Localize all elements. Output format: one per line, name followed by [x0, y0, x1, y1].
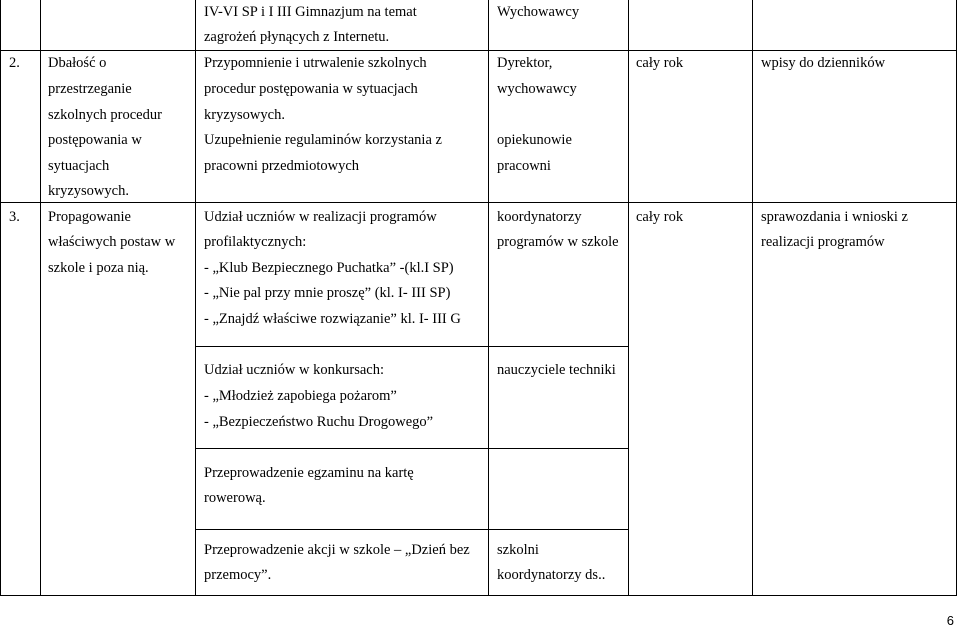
cell-text: - „Znajdź właściwe rozwiązanie” kl. I- III G [204, 311, 461, 327]
cell-text: - „Klub Bezpiecznego Puchatka” -(kl.I SP) [204, 260, 454, 276]
column-divider [40, 0, 41, 596]
cell-text: przemocy”. [204, 567, 272, 583]
cell-text: wychowawcy [497, 81, 577, 97]
cell-text: rowerową. [204, 490, 266, 506]
cell-text: Przeprowadzenie egzaminu na kartę [204, 465, 414, 481]
table-border-left [0, 0, 1, 596]
cell-text: szkolni [497, 542, 539, 558]
cell-text: koordynatorzy ds.. [497, 567, 606, 583]
cell-text: Przeprowadzenie akcji w szkole – „Dzień bez [204, 542, 470, 558]
page-number: 6 [946, 613, 954, 628]
cell-text: Przypomnienie i utrwalenie szkolnych [204, 55, 427, 71]
cell-text: postępowania w [48, 132, 142, 148]
row-divider [195, 448, 629, 449]
cell-text: - „Nie pal przy mnie proszę” (kl. I- III SP) [204, 285, 451, 301]
cell-text: cały rok [636, 209, 684, 225]
cell-text: programów w szkole [497, 234, 619, 250]
cell-text: Uzupełnienie regulaminów korzystania z [204, 132, 442, 148]
cell-text: - „Młodzież zapobiega pożarom” [204, 388, 397, 404]
cell-text: realizacji programów [761, 234, 885, 250]
row-divider [0, 202, 957, 203]
column-divider [195, 0, 196, 596]
row-divider [195, 346, 629, 347]
cell-text: sprawozdania i wnioski z [761, 209, 908, 225]
row-divider [0, 50, 957, 51]
cell-text: pracowni przedmiotowych [204, 158, 360, 174]
cell-text: Udział uczniów w realizacji programów [204, 209, 437, 225]
cell-text: koordynatorzy [497, 209, 582, 225]
cell-text: przestrzeganie [48, 81, 132, 97]
cell-text: sytuacjach [48, 158, 110, 174]
cell-text: kryzysowych. [48, 183, 129, 199]
cell-text: właściwych postaw w [48, 234, 176, 250]
cell-text: profilaktycznych: [204, 234, 307, 250]
cell-text: pracowni [497, 158, 551, 174]
cell-text: kryzysowych. [204, 107, 285, 123]
cell-text: Udział uczniów w konkursach: [204, 362, 384, 378]
table-border-right [956, 0, 957, 596]
cell-text: Wychowawcy [497, 4, 580, 20]
row-number: 2. [9, 55, 20, 71]
cell-text: Propagowanie [48, 209, 131, 225]
row-number: 3. [9, 209, 20, 225]
cell-text: procedur postępowania w sytuacjach [204, 81, 418, 97]
column-divider [628, 0, 629, 596]
table-border-bottom [0, 595, 957, 596]
cell-text: cały rok [636, 55, 684, 71]
cell-text: szkolnych procedur [48, 107, 162, 123]
cell-text: zagrożeń płynących z Internetu. [204, 29, 390, 45]
row-divider [195, 529, 629, 530]
cell-text: Dbałość o [48, 55, 107, 71]
cell-text: opiekunowie [497, 132, 572, 148]
cell-text: IV-VI SP i I III Gimnazjum na temat [204, 4, 417, 20]
cell-text: - „Bezpieczeństwo Ruchu Drogowego” [204, 414, 434, 430]
cell-text: nauczyciele techniki [497, 362, 616, 378]
cell-text: szkole i poza nią. [48, 260, 149, 276]
cell-text: Dyrektor, [497, 55, 553, 71]
column-divider [488, 0, 489, 596]
column-divider [752, 0, 753, 596]
cell-text: wpisy do dzienników [761, 55, 886, 71]
